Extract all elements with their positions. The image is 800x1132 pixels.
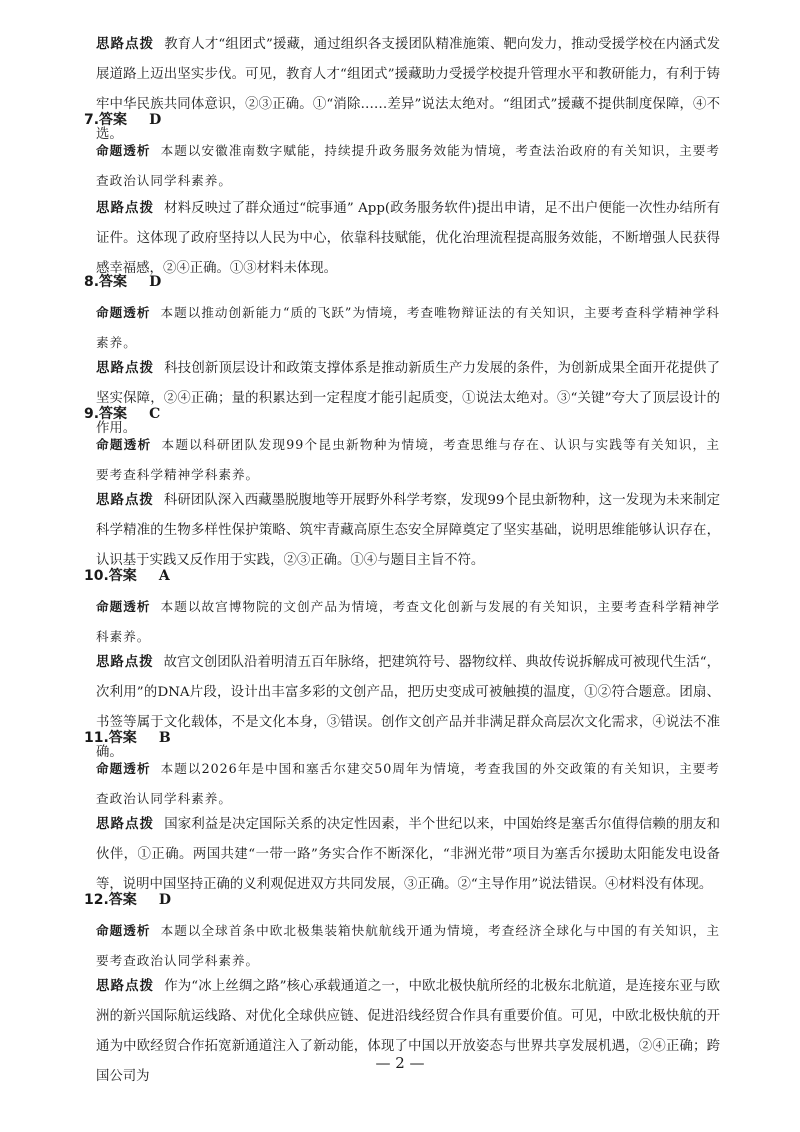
q12-analysis	[96, 916, 720, 976]
answer-value: D	[149, 274, 162, 290]
q8-answer	[84, 272, 161, 292]
answer-label: 8.答案	[84, 274, 128, 290]
analysis-label: 命题透析	[96, 437, 152, 452]
tip-label: 思路点拨	[96, 493, 154, 508]
answer-value: C	[149, 406, 161, 422]
q12-tip	[96, 972, 720, 1092]
analysis-label: 命题透析	[96, 305, 151, 320]
analysis-label: 命题透析	[96, 923, 151, 938]
tip-text: 国家利益是决定国际关系的决定性因素，半个世纪以来，中国始终是塞舌尔值得信赖的朋友和伙伴，①正确。两国共建“一带一路”务实合作不断深化，“非洲光带”项目为塞舌尔援助太阳能发电设备等，说明中国坚持正确的义利观促进双方共同发展，③正确。②“主导作用”说法错误。④材料没有体现。	[96, 817, 721, 892]
tip-text: 科研团队深入西藏墨脱腹地等开展野外科学考察，发现99个昆虫新物种，这一发现为未来制定科学精准的生物多样性保护策略、筑牢青藏高原生态安全屏障奠定了坚实基础，说明思维能够认识存在，认识基于实践又反作用于实践，②③正确。①④与题目主旨不符。	[96, 493, 720, 568]
q9-tip	[96, 486, 720, 576]
q12-answer	[84, 890, 171, 910]
analysis-text: 本题以全球首条中欧北极集装箱快航航线开通为情境，考查经济全球化与中国的有关知识，主要考查政治认同学科素养。	[96, 923, 721, 968]
q7-tip	[96, 194, 720, 284]
analysis-text: 本题以故宫博物院的文创产品为情境，考查文化创新与发展的有关知识，主要考查科学精神学科素养。	[96, 599, 721, 644]
answer-label: 11.答案	[84, 730, 137, 746]
q8-analysis	[96, 298, 720, 358]
analysis-text: 本题以2026年是中国和塞舌尔建交50周年为情境，考查我国的外交政策的有关知识，主要考查政治认同学科素养。	[96, 761, 721, 806]
page-number: — 2 —	[375, 1054, 425, 1072]
answer-value: D	[158, 892, 171, 908]
analysis-label: 命题透析	[96, 761, 151, 776]
q9-analysis	[96, 430, 720, 490]
tip-text: 科技创新顶层设计和政策支撑体系是推动新质生产力发展的条件，为创新成果全面开花提供了坚实保障，②④正确；量的积累达到一定程度才能引起质变，①说法太绝对。③“关键”夸大了顶层设计的作用。	[96, 361, 721, 436]
q11-analysis	[96, 754, 720, 814]
tip-text: 材料反映过了群众通过“皖事通” App(政务服务软件)提出申请，足不出户便能一次性办结所有证件。这体现了政府坚持以人民为中心，依靠科技赋能，优化治理流程提高服务效能，不断增强人民获得感幸福感，②④正确。①③材料未体现。	[96, 201, 720, 276]
analysis-text: 本题以推动创新能力“质的飞跃”为情境，考查唯物辩证法的有关知识，主要考查科学精神学科素养。	[96, 305, 720, 350]
answer-label: 10.答案	[84, 568, 137, 584]
tip-label: 思路点拨	[96, 817, 155, 832]
q7-answer	[84, 110, 161, 130]
analysis-text: 本题以科研团队发现99个昆虫新物种为情境，考查思维与存在、认识与实践等有关知识，主要考查科学精神学科素养。	[96, 437, 721, 482]
tip-label: 思路点拨	[96, 655, 154, 670]
analysis-label: 命题透析	[96, 599, 151, 614]
analysis-label: 命题透析	[96, 143, 151, 158]
tip-text: 教育人才“组团式”援藏，通过组织各支援团队精准施策、靶向发力，推动受援学校在内涵式发展道路上迈出坚实步伐。可见，教育人才“组团式”援藏助力受援学校提升管理水平和教研能力，有利于铸牢中华民族共同体意识，②③正确。①“消除……差异”说法太绝对。“组团式”援藏不提供制度保障，④不选。	[96, 37, 720, 142]
tip-text: 作为“冰上丝绸之路”核心承载通道之一，中欧北极快航所经的北极东北航道，是连接东亚与欧洲的新兴国际航运线路、对优化全球供应链、促进沿线经贸合作具有重要价值。可见，中欧北极快航的开通为中欧经贸合作拓宽新通道注入了新动能，体现了中国以开放姿态与世界共享发展机遇，②④正确；跨国公司为	[96, 979, 720, 1084]
q9-answer	[84, 404, 160, 424]
answer-value: A	[158, 568, 170, 584]
q7-analysis	[96, 136, 720, 196]
q10-tip	[96, 648, 720, 768]
q11-answer	[84, 728, 171, 748]
answer-label: 9.答案	[84, 406, 128, 422]
analysis-text: 本题以安徽准南数字赋能，持续提升政务服务效能为情境，考查法治政府的有关知识，主要考查政治认同学科素养。	[96, 143, 721, 188]
answer-value: B	[158, 730, 171, 746]
tip-label: 思路点拨	[96, 979, 155, 994]
tip-label: 思路点拨	[96, 37, 155, 52]
q6-tip	[96, 30, 720, 150]
answer-value: D	[149, 112, 162, 128]
q11-tip	[96, 810, 720, 900]
answer-label: 7.答案	[84, 112, 128, 128]
q10-answer	[84, 566, 170, 586]
tip-label: 思路点拨	[96, 201, 155, 216]
tip-text: 故宫文创团队沿着明清五百年脉络，把建筑符号、器物纹样、典故传说拆解成可被现代生活“，次利用”的DNA片段，设计出丰富多彩的文创产品，把历史变成可被触摸的温度，①②符合题意。团扇、书签等属于文化载体，不是文化本身，③错误。创作文创产品并非满足群众高层次文化需求，④说法不准确。	[96, 655, 721, 760]
tip-label: 思路点拨	[96, 361, 155, 376]
answer-label: 12.答案	[84, 892, 137, 908]
q10-analysis	[96, 592, 720, 652]
